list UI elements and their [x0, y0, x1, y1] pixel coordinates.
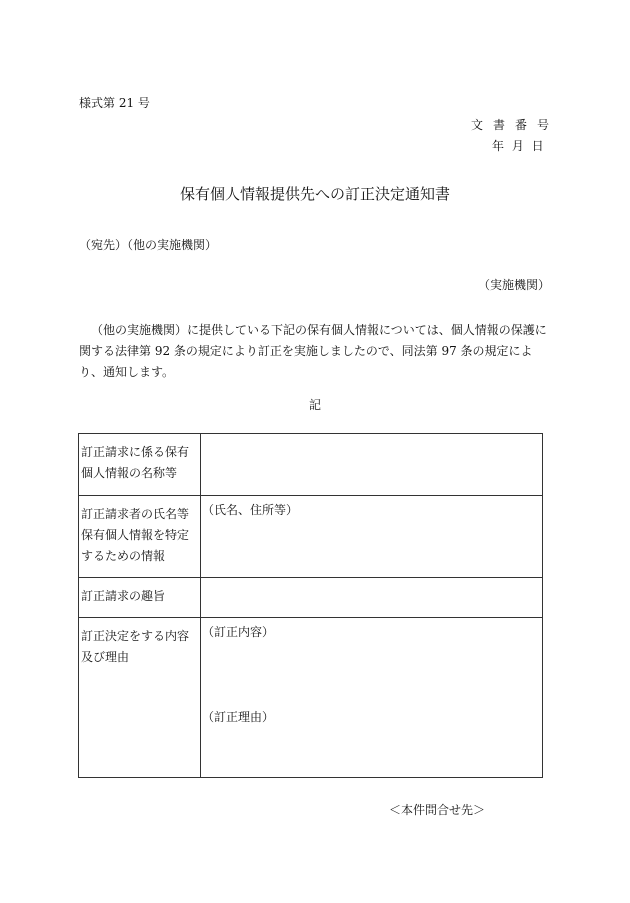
row-label: 訂正請求の趣旨 [79, 578, 201, 618]
addressee: （宛先）（他の実施機関） [79, 238, 218, 252]
row-value [201, 578, 543, 618]
body-text: （他の実施機関）に提供している下記の保有個人情報については、個人情報の保護に関する法律第 92 条の規定により訂正を実施しましたので、同法第 97 条の規定により、通知します。 [79, 323, 547, 379]
row-label: 訂正決定をする内容及び理由 [79, 618, 201, 778]
correction-reason-label: （訂正理由） [202, 710, 275, 724]
correction-content-label: （訂正内容） [202, 625, 275, 639]
document-date-label: 年 月 日 [492, 139, 544, 153]
issuer: （実施機関） [477, 278, 550, 292]
table-row [79, 434, 543, 496]
table-row [79, 496, 543, 578]
row-value [201, 434, 543, 496]
ki-heading: 記 [308, 398, 321, 412]
row-value: （氏名、住所等） [201, 496, 543, 578]
row-label: 訂正請求に係る保有個人情報の名称等 [79, 434, 201, 496]
row-label: 訂正請求者の氏名等保有個人情報を特定するための情報 [79, 496, 201, 578]
contact-label: ＜本件問合せ先＞ [389, 803, 486, 817]
decision-table [78, 433, 543, 778]
document-title: 保有個人情報提供先への訂正決定通知書 [179, 185, 450, 203]
table-row [79, 578, 543, 618]
form-number: 様式第 21 号 [79, 96, 150, 110]
document-number-label: 文書番号 [471, 118, 560, 132]
table-row [79, 618, 543, 778]
row-value [201, 618, 543, 778]
